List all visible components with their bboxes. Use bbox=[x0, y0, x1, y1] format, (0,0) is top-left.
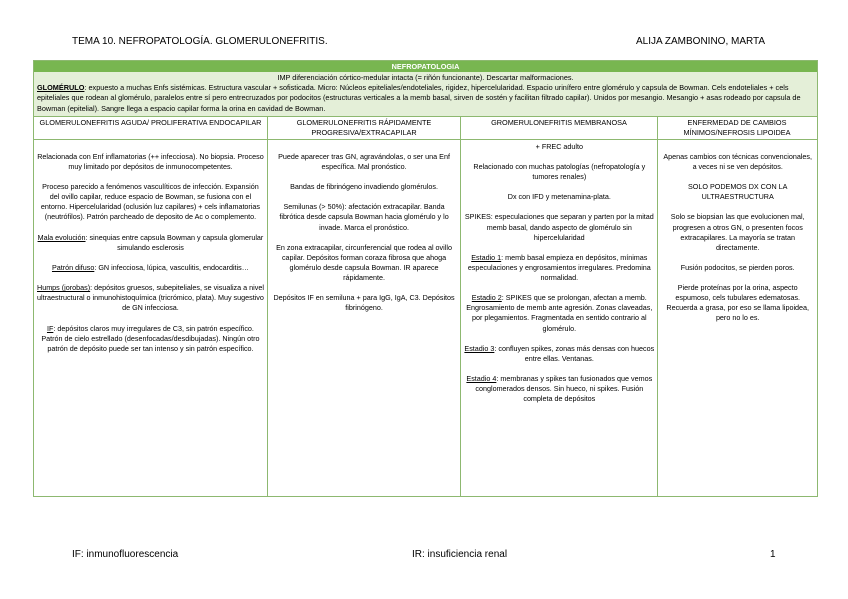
term: Patrón difuso bbox=[51, 262, 95, 272]
stage-text: : SPIKES que se prolongan, afectan a memb. Engrosamiento de memb ante agresión. Zonas claveadas, por plegamientos. Fragmentada en sentido contrario al glomérulo. bbox=[466, 293, 653, 333]
intro-glomerulo bbox=[37, 83, 814, 114]
paragraph bbox=[37, 283, 264, 313]
term: Humps (jorobas) bbox=[37, 283, 91, 293]
paragraph: Dx con IFD y metenamina-plata. bbox=[507, 192, 611, 202]
paragraph: En zona extracapilar, circunferencial que rodea al ovillo capilar. Depósitos forman coraza fibrosa que ahoga glomérulo desde capsula Bowman. IR aparece rápidamente. bbox=[276, 242, 452, 283]
header-cambios-minimos: ENFERMEDAD DE CAMBIOS MÍNIMOS/NEFROSIS LIPOIDEA bbox=[683, 117, 791, 137]
term-text: : sinequias entre capsula Bowman y capsula glomerular simulando esclerosis bbox=[85, 232, 264, 252]
paragraph: Bandas de fibrinógeno invadiendo glomérulos. bbox=[290, 182, 438, 192]
footer-if-note: IF: inmunofluorescencia bbox=[72, 549, 179, 560]
paragraph: Depósitos IF en semiluna + para IgG, IgA, C3. Depósitos fibrinógeno. bbox=[273, 293, 455, 313]
paragraph bbox=[464, 344, 654, 364]
paragraph: Apenas cambios con técnicas convencionales, a veces ni se ven depósitos. bbox=[663, 151, 813, 171]
paragraph: Proceso parecido a fenómenos vasculíticos de infección. Expansión del ovillo capilar, reduce espacio de Bowman, se fusiona con el entorno. Hipercelularidad (oclusión luz capilares) + cels inflamatorias (neutrófilos). Patrón parcheado de deposito de Ac o complemento. bbox=[40, 182, 261, 222]
page-number: 1 bbox=[770, 549, 776, 560]
table-body-row bbox=[34, 139, 817, 496]
paragraph: SPIKES: especulaciones que separan y parten por la mitad memb basal, dando aspecto de glomérulo sin hipercelularidad bbox=[464, 212, 654, 242]
column-cambios-minimos bbox=[658, 140, 817, 496]
header-gn-aguda: GLOMERULONEFRITIS AGUDA/ PROLIFERATIVA ENDOCAPILAR bbox=[34, 117, 268, 139]
header-gn-rapida: GLOMERULONEFRITIS RÁPIDAMENTE PROGRESIVA/EXTRACAPILAR bbox=[268, 117, 461, 139]
stage-text: : membranas y spikes tan fusionados que vemos conglomerados densos. Sin hueco, ni spikes. Fusión completa de depósitos bbox=[475, 373, 653, 404]
footer-ir-note: IR: insuficiencia renal bbox=[412, 549, 508, 560]
nephropathology-table bbox=[33, 60, 818, 497]
intro-line: IMP diferenciación córtico-medular intacta (= riñón funcionante). Descartar malformaciones. bbox=[277, 73, 574, 82]
paragraph bbox=[464, 253, 654, 283]
paragraph: + FREC adulto bbox=[535, 141, 583, 151]
stage-term: Estadio 2 bbox=[471, 293, 502, 303]
table-header-row bbox=[34, 116, 817, 139]
stage-term: Estadio 3 bbox=[464, 343, 495, 353]
column-gn-rapida bbox=[268, 140, 461, 496]
intro-text: : expuesto a muchas Enfs sistémicas. Estructura vascular + sofisticada. Micro: Núcleos epiteliales/endoteliales, rigidez, hipercelularidad. Espacio urinífero entre glomérulo y capsula de Bowman. Cels endoteliales + cels epiteliales que rodean al glomérulo, paralelos entre sí pero entrecruzados por podocitos (estructuras verticales a la memb basal, sirven de sostén y facilitan filtrado capilar). Unidos por mesangio. Mesangio + asas rodeado por capsula de Bowman (epitelial). Sangre llega a espacio capilar forma la orina en cavidad de Bowman. bbox=[37, 83, 801, 113]
paragraph: Semilunas (> 50%): afectación extracapilar. Banda fibrótica desde capsula Bowman hacia glomérulo y lo invade. Marca el pronóstico. bbox=[279, 202, 449, 232]
paragraph: Fusión podocitos, se pierden poros. bbox=[680, 262, 795, 272]
term-text: : depósitos claros muy irregulares de C3, sin patrón específico. Patrón de cielo estrellado (desenfocadas/desdibujadas). Ningún otro patrón de depósito puede ser tan intenso y sin patrón específico. bbox=[41, 323, 260, 353]
stage-term: Estadio 1 bbox=[471, 252, 502, 262]
header-gn-membranosa: GROMERULONEFRITIS MEMBRANOSA bbox=[461, 117, 658, 139]
term: Mala evolución bbox=[37, 232, 86, 242]
stage-term: Estadio 4 bbox=[466, 373, 497, 383]
table-band-title: NEFROPATOLOGIA bbox=[34, 61, 817, 72]
paragraph bbox=[37, 233, 264, 253]
column-gn-aguda bbox=[34, 140, 268, 496]
term-text: : depósitos gruesos, subepiteliales, se visualiza a nivel ultraestructural o inmunohistoquímica (tricrómico, plata). Muy sugestivo de GN infecciosa. bbox=[37, 283, 264, 313]
paragraph: Relacionado con muchas patologías (nefropatología y tumores renales) bbox=[473, 162, 646, 182]
paragraph: Solo se biopsian las que evolucionen mal, progresen a otros GN, o presenten focos extracapilares. La mayoría se tratan directamente. bbox=[670, 212, 805, 252]
stage-text: : confluyen spikes, zonas más densas con huecos entre ellas. Ventanas. bbox=[494, 343, 655, 363]
document-title: TEMA 10. NEFROPATOLOGÍA. GLOMERULONEFRITIS. bbox=[72, 36, 328, 47]
stage-text: : memb basal empieza en depósitos, mínimas especulaciones y engrosamientos irregulares. Predomina normalidad. bbox=[467, 252, 651, 283]
term-text: : GN infecciosa, lúpica, vasculitis, endocarditis… bbox=[94, 262, 249, 272]
paragraph bbox=[464, 374, 654, 404]
paragraph: Pierde proteínas por la orina, aspecto espumoso, cels tubulares edematosas. Recuerda a grasa, por eso se llama lipoidea, pero no lo es. bbox=[666, 283, 810, 323]
paragraph: SOLO PODEMOS DX CON LA ULTRAESTRUCTURA bbox=[687, 182, 788, 202]
paragraph bbox=[37, 324, 264, 354]
paragraph: Puede aparecer tras GN, agravándolas, o ser una Enf específica. Mal pronóstico. bbox=[278, 151, 450, 171]
paragraph: Relacionada con Enf inflamatorias (++ infecciosa). No biopsia. Proceso muy limitado por depósitos de inmunocompetentes. bbox=[37, 151, 264, 171]
table-intro bbox=[34, 72, 817, 116]
column-gn-membranosa bbox=[461, 140, 658, 496]
document-author: ALIJA ZAMBONINO, MARTA bbox=[636, 36, 766, 47]
term: IF bbox=[46, 323, 54, 333]
intro-term: GLOMÉRULO bbox=[37, 83, 85, 93]
paragraph bbox=[464, 293, 654, 333]
paragraph bbox=[37, 263, 264, 273]
